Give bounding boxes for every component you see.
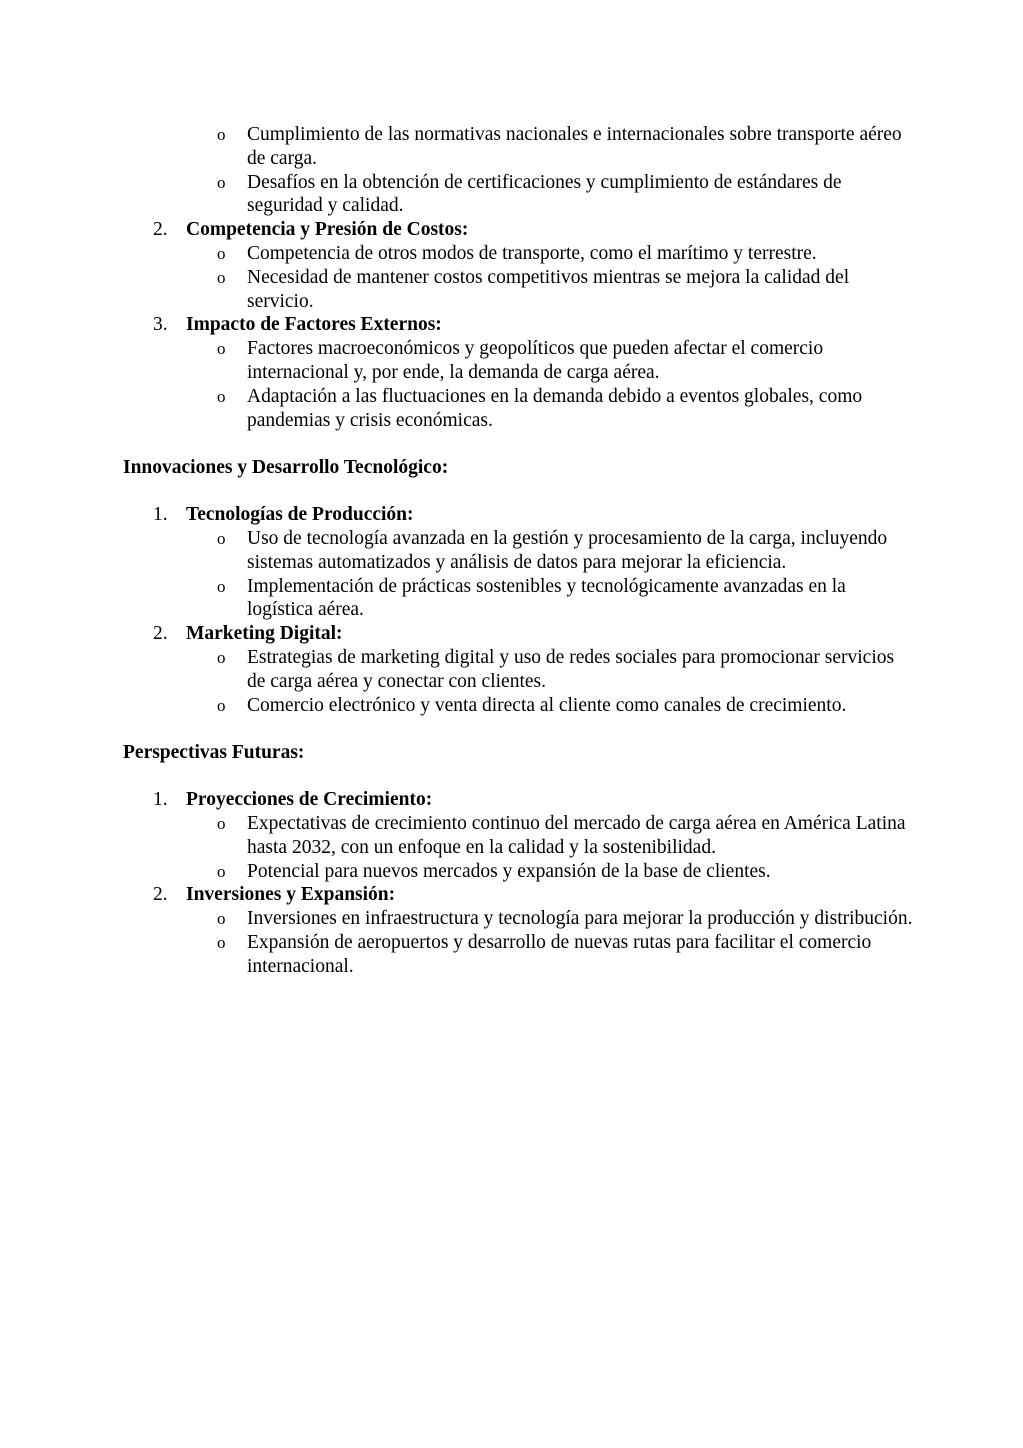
bullet-icon: o <box>217 932 226 952</box>
numbered-section-title <box>123 788 913 812</box>
section-title: Tecnologías de Producción: <box>186 504 414 526</box>
numbered-section-title <box>123 313 913 337</box>
section-title: Proyecciones de Crecimiento: <box>186 789 433 811</box>
list-item <box>123 812 913 860</box>
list-item <box>123 242 913 266</box>
intro-list <box>123 123 913 218</box>
numbered-section-title <box>123 883 913 907</box>
section-number: 2. <box>153 623 168 645</box>
bullet-icon: o <box>217 695 226 715</box>
bullet-icon: o <box>217 528 226 548</box>
list-item <box>123 646 913 694</box>
section-heading: Perspectivas Futuras: <box>123 742 305 764</box>
list-item <box>123 907 913 931</box>
section-title: Inversiones y Expansión: <box>186 884 396 906</box>
section-title: Impacto de Factores Externos: <box>186 314 442 336</box>
bullet-icon: o <box>217 813 226 833</box>
list-item <box>123 385 913 433</box>
numbered-section-title <box>123 218 913 242</box>
list-item-text: Estrategias de marketing digital y uso de redes sociales para promocionar servicios de carga aérea y conectar con clientes. <box>247 646 895 692</box>
list-item <box>123 123 913 171</box>
bullet-icon: o <box>217 339 226 359</box>
section-number: 1. <box>153 504 168 526</box>
list-item-text: Desafíos en la obtención de certificaciones y cumplimiento de estándares de seguridad y calidad. <box>247 171 842 217</box>
numbered-section-title <box>123 503 913 527</box>
list-item <box>123 575 913 623</box>
bullet-icon: o <box>217 125 226 144</box>
bullet-icon: o <box>217 647 226 667</box>
bullet-icon: o <box>217 172 226 192</box>
list-item <box>123 694 913 718</box>
bullet-icon: o <box>217 386 226 406</box>
list-item-text: Necesidad de mantener costos competitivos mientras se mejora la calidad del servicio. <box>247 266 850 312</box>
section-title: Marketing Digital: <box>186 623 343 645</box>
section-title: Competencia y Presión de Costos: <box>186 219 469 241</box>
list-item-text: Factores macroeconómicos y geopolíticos que pueden afectar el comercio internacional y, por ende, la demanda de carga aérea. <box>247 338 824 383</box>
list-item <box>123 171 913 219</box>
section-number: 2. <box>153 884 168 906</box>
bullet-icon: o <box>217 243 226 263</box>
bullet-icon: o <box>217 909 226 929</box>
bullet-icon: o <box>217 576 226 596</box>
list-item-text: Adaptación a las fluctuaciones en la demanda debido a eventos globales, como pandemias y crisis económicas. <box>247 385 863 431</box>
list-item-text: Uso de tecnología avanzada en la gestión y procesamiento de la carga, incluyendo sistemas automatizados y análisis de datos para mejorar la eficiencia. <box>247 527 888 573</box>
section-number: 1. <box>153 789 168 811</box>
section-heading: Innovaciones y Desarrollo Tecnológico: <box>123 457 449 479</box>
list-item <box>123 931 913 979</box>
list-item-text: Expansión de aeropuertos y desarrollo de nuevas rutas para facilitar el comercio internacional. <box>247 931 872 977</box>
list-item-text: Implementación de prácticas sostenibles y tecnológicamente avanzadas en la logística aérea. <box>247 575 846 621</box>
list-item-text: Inversiones en infraestructura y tecnología para mejorar la producción y distribución. <box>247 908 913 930</box>
section-number: 2. <box>153 219 168 241</box>
list-item <box>123 337 913 385</box>
section-number: 3. <box>153 314 168 336</box>
list-item-text: Competencia de otros modos de transporte, como el marítimo y terrestre. <box>247 242 817 264</box>
list-item-text: Cumplimiento de las normativas nacionales e internacionales sobre transporte aéreo de carga. <box>247 124 902 169</box>
list-item-text: Expectativas de crecimiento continuo del mercado de carga aérea en América Latina hasta 2032, con un enfoque en la calidad y la sostenibilidad. <box>247 812 906 858</box>
list-item <box>123 860 913 884</box>
list-item-text: Potencial para nuevos mercados y expansión de la base de clientes. <box>247 860 771 882</box>
bullet-icon: o <box>217 861 226 881</box>
list-item-text: Comercio electrónico y venta directa al cliente como canales de crecimiento. <box>247 694 847 716</box>
document-content <box>123 123 913 979</box>
bullet-icon: o <box>217 267 226 287</box>
numbered-section-title <box>123 622 913 646</box>
list-item <box>123 266 913 314</box>
list-item <box>123 527 913 575</box>
